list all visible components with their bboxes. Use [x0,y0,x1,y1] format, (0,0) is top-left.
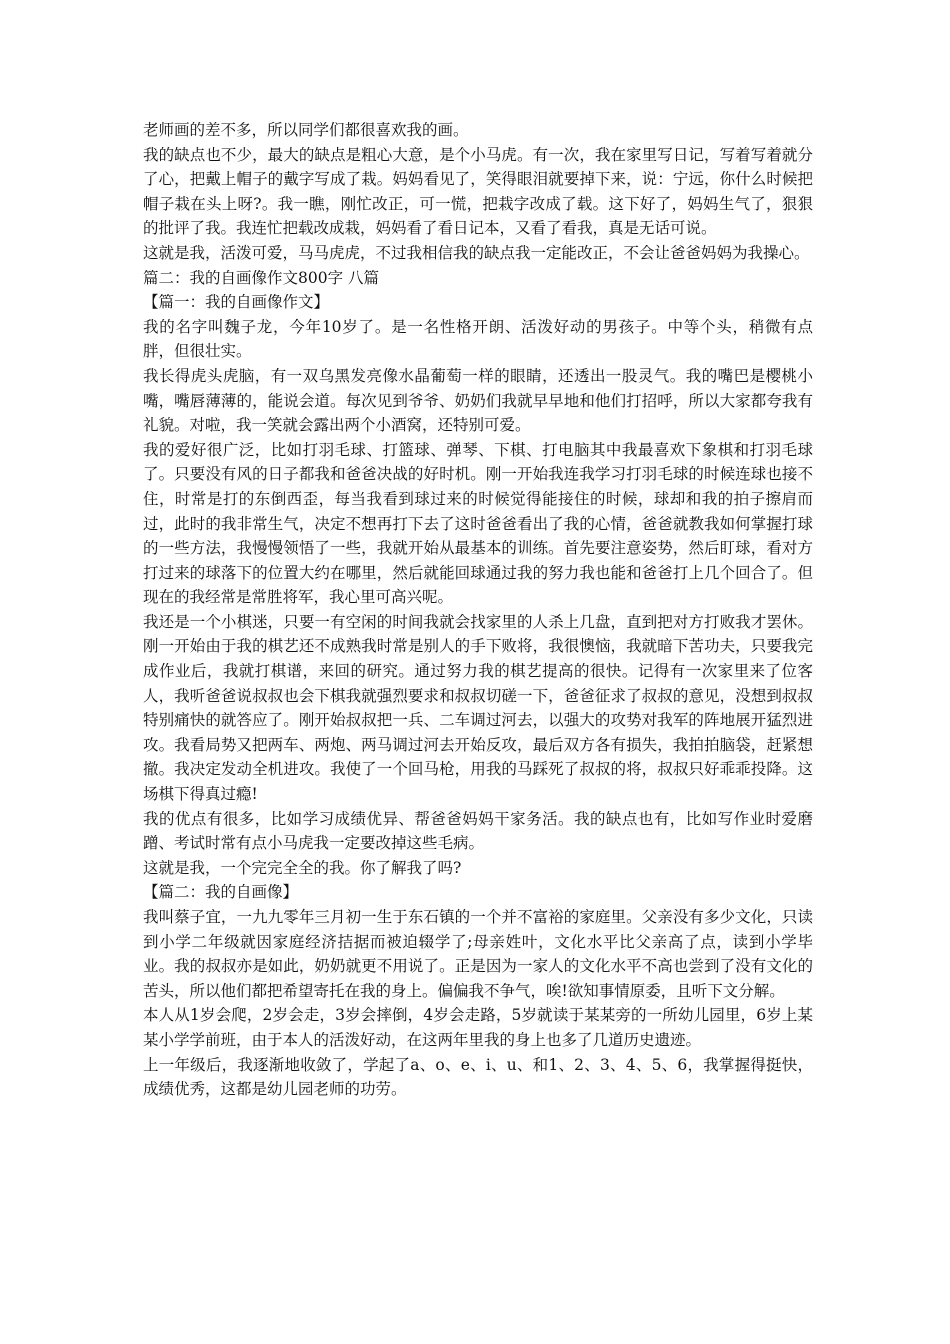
paragraph-childhood: 本人从1岁会爬，2岁会走，3岁会摔倒，4岁会走路，5岁就读于某某旁的一所幼儿园里，6岁上某某小学学前班，由于本人的活泼好动，在这两年里我的身上也多了几道历史遗迹。 [143,1006,813,1049]
paragraph-strengths: 我的优点有很多，比如学习成绩优异、帮爸爸妈妈干家务活。我的缺点也有，比如写作业时爱磨蹭、考试时常有点小马虎我一定要改掉这些毛病。 [143,809,813,853]
subsection-heading-2: 【篇二：我的自画像】 [143,883,299,902]
paragraph-conclusion: 这就是我，活泼可爱，马马虎虎，不过我相信我的缺点我一定能改正，不会让爸爸妈妈为我操心。 [143,243,810,262]
section-heading: 篇二：我的自画像作文800字 八篇 [143,268,380,287]
paragraph-chess: 我还是一个小棋迷，只要一有空闲的时间我就会找家里的人杀上几盘，直到把对方打败我才罢休。刚一开始由于我的棋艺还不成熟我时常是别人的手下败将，我很懊恼，我就暗下苦功夫，只要我完成作业后，我就打棋谱，来回的研究。通过努力我的棋艺提高的很快。记得有一次家里来了位客人，我听爸爸说叔叔也会下棋我就强烈要求和叔叔切磋一下，爸爸征求了叔叔的意见，没想到叔叔特别痛快的就答应了。刚开始叔叔把一兵、二车调过河去，以强大的攻势对我军的阵地展开猛烈进攻。我看局势又把两车、两炮、两马调过河去开始反攻，最后双方各有损失，我拍拍脑袋，赶紧想撤。我决定发动全机进攻。我使了一个回马枪，用我的马踩死了叔叔的将，叔叔只好乖乖投降。这场棋下得真过瘾! [143,612,813,804]
paragraph-summary: 这就是我，一个完完全全的我。你了解我了吗? [143,858,462,877]
paragraph-family: 我叫蔡子宜，一九九零年三月初一生于东石镇的一个并不富裕的家庭里。父亲没有多少文化，只读到小学二年级就因家庭经济拮据而被迫辍学了;母亲姓叶，文化水平比父亲高了点，读到小学毕业。我的叔叔亦是如此，奶奶就更不用说了。正是因为一家人的文化水平不高也尝到了没有文化的苦头，所以他们都把希望寄托在我的身上。偏偏我不争气，唉!欲知事情原委，且听下文分解。 [143,908,813,1000]
paragraph-appearance: 我长得虎头虎脑，有一双乌黑发亮像水晶葡萄一样的眼睛，还透出一股灵气。我的嘴巴是樱桃小嘴，嘴唇薄薄的，能说会道。每次见到爷爷、奶奶们我就早早地和他们打招呼，所以大家都夸我有礼貌。对啦，我一笑就会露出两个小酒窝，还特别可爱。 [143,366,813,435]
paragraph-continuation: 老师画的差不多，所以同学们都很喜欢我的画。 [143,121,469,139]
paragraph-intro: 我的名字叫魏子龙，今年10岁了。是一名性格开朗、活泼好动的男孩子。中等个头，稍微有点胖，但很壮实。 [143,317,813,361]
paragraph-first-grade: 上一年级后，我逐渐地收敛了，学起了a、o、e、i、u、和1、2、3、4、5、6，我掌握得挺快，成绩优秀，这都是幼儿园老师的功劳。 [143,1055,813,1099]
subsection-heading-1: 【篇一：我的自画像作文】 [143,293,330,312]
document-page [143,118,813,1102]
paragraph-shortcoming: 我的缺点也不少，最大的缺点是粗心大意，是个小马虎。有一次，我在家里写日记，写着写着就分了心，把戴上帽子的戴字写成了栽。妈妈看见了，笑得眼泪就要掉下来，说：宁远，你什么时候把帽子栽在头上呀?。我一瞧，刚忙改正，可一慌，把栽字改成了载。这下好了，妈妈生气了，狠狠的批评了我。我连忙把载改成栽，妈妈看了看日记本，又看了看我，真是无话可说。 [143,145,813,238]
paragraph-hobbies: 我的爱好很广泛，比如打羽毛球、打篮球、弹琴、下棋、打电脑其中我最喜欢下象棋和打羽毛球了。只要没有风的日子都我和爸爸决战的好时机。刚一开始我连我学习打羽毛球的时候连球也接不住，时常是打的东倒西歪，每当我看到球过来的时候觉得能接住的时候，球却和我的拍子擦肩而过，此时的我非常生气，决定不想再打下去了这时爸爸看出了我的心情，爸爸就教我如何掌握打球的一些方法，我慢慢领悟了一些，我就开始从最基本的训练。首先要注意姿势，然后盯球，看对方打过来的球落下的位置大约在哪里，然后就能回球通过我的努力我也能和爸爸打上几个回合了。但现在的我经常是常胜将军，我心里可高兴呢。 [143,440,813,607]
